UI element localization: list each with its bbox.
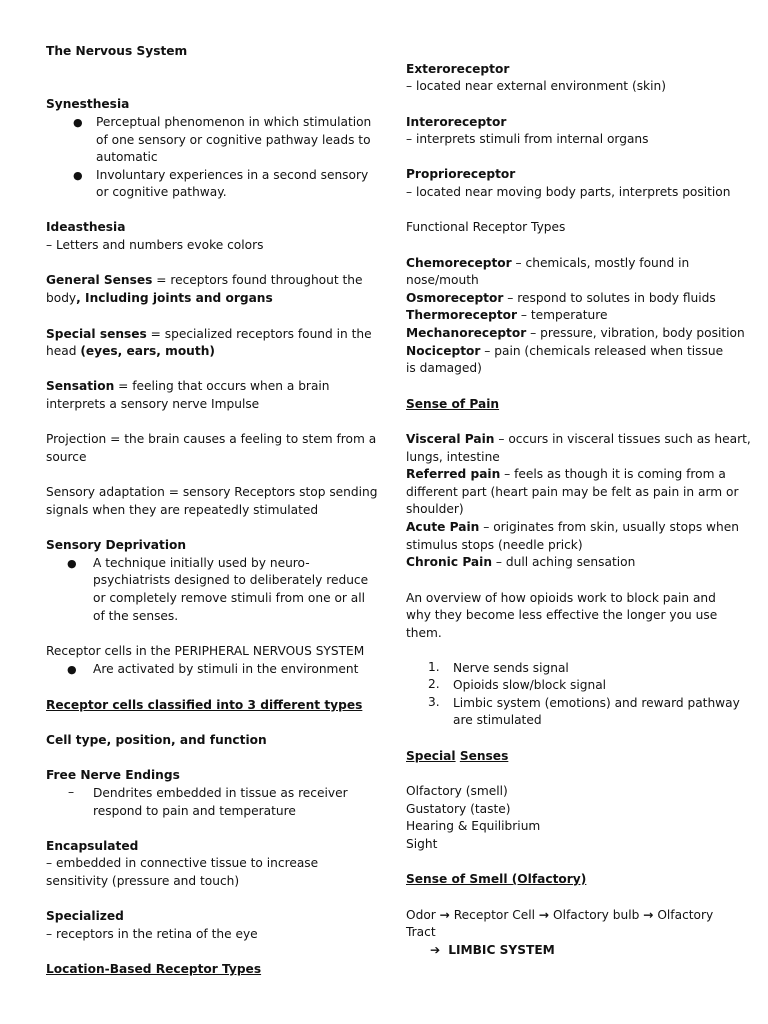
special-senses-rest-2: head xyxy=(46,344,81,358)
special-senses-rest: = specialized receptors found in the xyxy=(146,327,372,341)
synesthesia-bullet-2-line-1: Involuntary experiences in a second sensory xyxy=(96,168,369,182)
encapsulated-line-2: sensitivity (pressure and touch) xyxy=(46,874,240,888)
noci-line-1 xyxy=(406,343,723,361)
proprio-heading: Proprioreceptor xyxy=(406,167,516,181)
deprivation-bullet-line-4: of the senses. xyxy=(93,609,179,623)
pain-heading: Sense of Pain xyxy=(406,397,500,411)
special-senses-rest-2b: (eyes, ears, mouth) xyxy=(80,344,215,358)
general-senses-line-1 xyxy=(46,272,363,290)
encapsulated-line-1: – embedded in connective tissue to increase xyxy=(46,856,319,870)
adaptation-line-2: signals when they are repeatedly stimulated xyxy=(46,503,319,517)
limbic-text: LIMBIC SYSTEM xyxy=(448,943,555,957)
deprivation-bullet-line-1: A technique initially used by neuro- xyxy=(93,556,310,570)
overview-line-1: An overview of how opioids work to block pain and xyxy=(406,591,716,605)
smell-path-olfactory: Olfactory xyxy=(653,908,714,922)
referred-term: Referred pain xyxy=(406,467,501,481)
step-number: 3. xyxy=(428,695,440,709)
deprivation-bullet-line-3: or completely remove stimuli from one or all xyxy=(93,591,366,605)
location-heading: Location-Based Receptor Types xyxy=(46,962,262,976)
special-heading-b: Senses xyxy=(459,749,509,763)
ideasthesia-heading: Ideasthesia xyxy=(46,220,126,234)
general-senses-rest-2a: body xyxy=(46,291,77,305)
general-senses-rest: = receptors found throughout the xyxy=(152,273,363,287)
synesthesia-heading: Synesthesia xyxy=(46,97,130,111)
chronic-rest: – dull aching sensation xyxy=(492,555,636,569)
projection-line-1: Projection = the brain causes a feeling to stem from a xyxy=(46,432,377,446)
acute-line-1 xyxy=(406,519,739,537)
visceral-line-1 xyxy=(406,431,751,449)
sensation-line-2: interprets a sensory nerve Impulse xyxy=(46,397,260,411)
ideasthesia-line: – Letters and numbers evoke colors xyxy=(46,238,264,252)
chemo-line-1 xyxy=(406,255,689,273)
synesthesia-bullet-1-line-3: automatic xyxy=(96,150,158,164)
step-number: 1. xyxy=(428,660,440,674)
chemo-term: Chemoreceptor xyxy=(406,256,512,270)
free-nerve-line-1: Dendrites embedded in tissue as receiver xyxy=(93,786,348,800)
projection-line-2: source xyxy=(46,450,87,464)
mechano-rest: – pressure, vibration, body position xyxy=(526,326,745,340)
acute-line-2: stimulus stops (needle prick) xyxy=(406,538,583,552)
visceral-line-2: lungs, intestine xyxy=(406,450,500,464)
chronic-line xyxy=(406,554,635,572)
smell-path-odor: Odor xyxy=(406,908,440,922)
sense-hearing: Hearing & Equilibrium xyxy=(406,819,541,833)
adaptation-line-1: Sensory adaptation = sensory Receptors stop sending xyxy=(46,485,378,499)
chemo-rest: – chemicals, mostly found in xyxy=(511,256,690,270)
step-3-text: Limbic system (emotions) and reward pathway xyxy=(453,696,740,710)
classified-heading: Receptor cells classified into 3 different types xyxy=(46,698,363,712)
functional-heading: Functional Receptor Types xyxy=(406,220,566,234)
special-senses-line-1 xyxy=(46,326,372,344)
sensation-rest: = feeling that occurs when a brain xyxy=(114,379,330,393)
osmo-line xyxy=(406,290,716,308)
noci-rest: – pain (chemicals released when tissue xyxy=(480,344,724,358)
step-number: 2. xyxy=(428,677,440,691)
osmo-term: Osmoreceptor xyxy=(406,291,504,305)
chronic-term: Chronic Pain xyxy=(406,555,493,569)
special-senses-line-2 xyxy=(46,343,215,361)
synesthesia-bullet-2-line-2: or cognitive pathway. xyxy=(96,185,227,199)
sense-sight: Sight xyxy=(406,837,438,851)
referred-rest: – feels as though it is coming from a xyxy=(500,467,726,481)
specialized-line: – receptors in the retina of the eye xyxy=(46,927,258,941)
arrow-right-bold-icon: ➔ xyxy=(430,943,441,957)
sensation-line-1 xyxy=(46,378,330,396)
deprivation-heading: Sensory Deprivation xyxy=(46,538,187,552)
sense-gustatory: Gustatory (taste) xyxy=(406,802,511,816)
visceral-term: Visceral Pain xyxy=(406,432,495,446)
referred-line-2: different part (heart pain may be felt as pain in arm or xyxy=(406,485,739,499)
smell-path-receptor: Receptor Cell xyxy=(449,908,539,922)
thermo-term: Thermoreceptor xyxy=(406,308,518,322)
synesthesia-bullet-1-line-1: Perceptual phenomenon in which stimulation xyxy=(96,115,372,129)
referred-line-1 xyxy=(406,466,726,484)
noci-line-2: is damaged) xyxy=(406,361,482,375)
acute-term: Acute Pain xyxy=(406,520,480,534)
general-senses-line-2 xyxy=(46,290,273,308)
step-1-text: Nerve sends signal xyxy=(453,661,569,675)
arrow-right-icon: → xyxy=(538,908,550,922)
smell-path-line-1 xyxy=(406,907,713,925)
overview-line-3: them. xyxy=(406,626,442,640)
bullet-icon: ● xyxy=(73,169,83,182)
thermo-rest: – temperature xyxy=(517,308,608,322)
step-2-text: Opioids slow/block signal xyxy=(453,678,607,692)
sensation-term: Sensation xyxy=(46,379,115,393)
osmo-rest: – respond to solutes in body fluids xyxy=(503,291,716,305)
referred-line-3: shoulder) xyxy=(406,502,464,516)
bullet-icon: ● xyxy=(67,663,77,676)
bullet-icon: ● xyxy=(73,116,83,129)
mechano-term: Mechanoreceptor xyxy=(406,326,527,340)
general-senses-rest-2b: , Including joints and organs xyxy=(76,291,273,305)
free-nerve-heading: Free Nerve Endings xyxy=(46,768,180,782)
smell-path-bulb: Olfactory bulb xyxy=(549,908,644,922)
general-senses-term: General Senses xyxy=(46,273,153,287)
step-3-text-2: are stimulated xyxy=(453,713,542,727)
arrow-right-icon: → xyxy=(643,908,654,922)
special-heading-a: Special xyxy=(406,749,456,763)
bullet-icon: ● xyxy=(67,557,77,570)
arrow-right-icon: → xyxy=(439,908,450,922)
intero-line: – interprets stimuli from internal organs xyxy=(406,132,649,146)
acute-rest: – originates from skin, usually stops when xyxy=(479,520,739,534)
cell-type-heading: Cell type, position, and function xyxy=(46,733,267,747)
extero-line: – located near external environment (skin) xyxy=(406,79,666,93)
free-nerve-line-2: respond to pain and temperature xyxy=(93,804,296,818)
limbic-line xyxy=(430,942,555,960)
encapsulated-heading: Encapsulated xyxy=(46,839,139,853)
receptor-pns-line: Receptor cells in the PERIPHERAL NERVOUS SYSTEM xyxy=(46,644,365,658)
deprivation-bullet-line-2: psychiatrists designed to deliberately reduce xyxy=(93,573,369,587)
overview-line-2: why they become less effective the longer you use xyxy=(406,608,718,622)
dash-bullet: – xyxy=(68,785,75,799)
visceral-rest: – occurs in visceral tissues such as heart, xyxy=(494,432,751,446)
smell-path-line-2: Tract xyxy=(406,925,436,939)
page-title: The Nervous System xyxy=(46,44,188,58)
noci-term: Nociceptor xyxy=(406,344,481,358)
special-senses-heading xyxy=(406,748,508,766)
extero-heading: Exteroreceptor xyxy=(406,62,510,76)
receptor-pns-bullet: Are activated by stimuli in the environment xyxy=(93,662,359,676)
proprio-line: – located near moving body parts, interprets position xyxy=(406,185,731,199)
specialized-heading: Specialized xyxy=(46,909,124,923)
special-senses-term: Special senses xyxy=(46,327,147,341)
thermo-line xyxy=(406,307,608,325)
chemo-line-2: nose/mouth xyxy=(406,273,479,287)
sense-olfactory: Olfactory (smell) xyxy=(406,784,508,798)
intero-heading: Interoreceptor xyxy=(406,115,507,129)
smell-heading: Sense of Smell (Olfactory) xyxy=(406,872,587,886)
mechano-line xyxy=(406,325,745,343)
synesthesia-bullet-1-line-2: of one sensory or cognitive pathway leads to xyxy=(96,133,371,147)
